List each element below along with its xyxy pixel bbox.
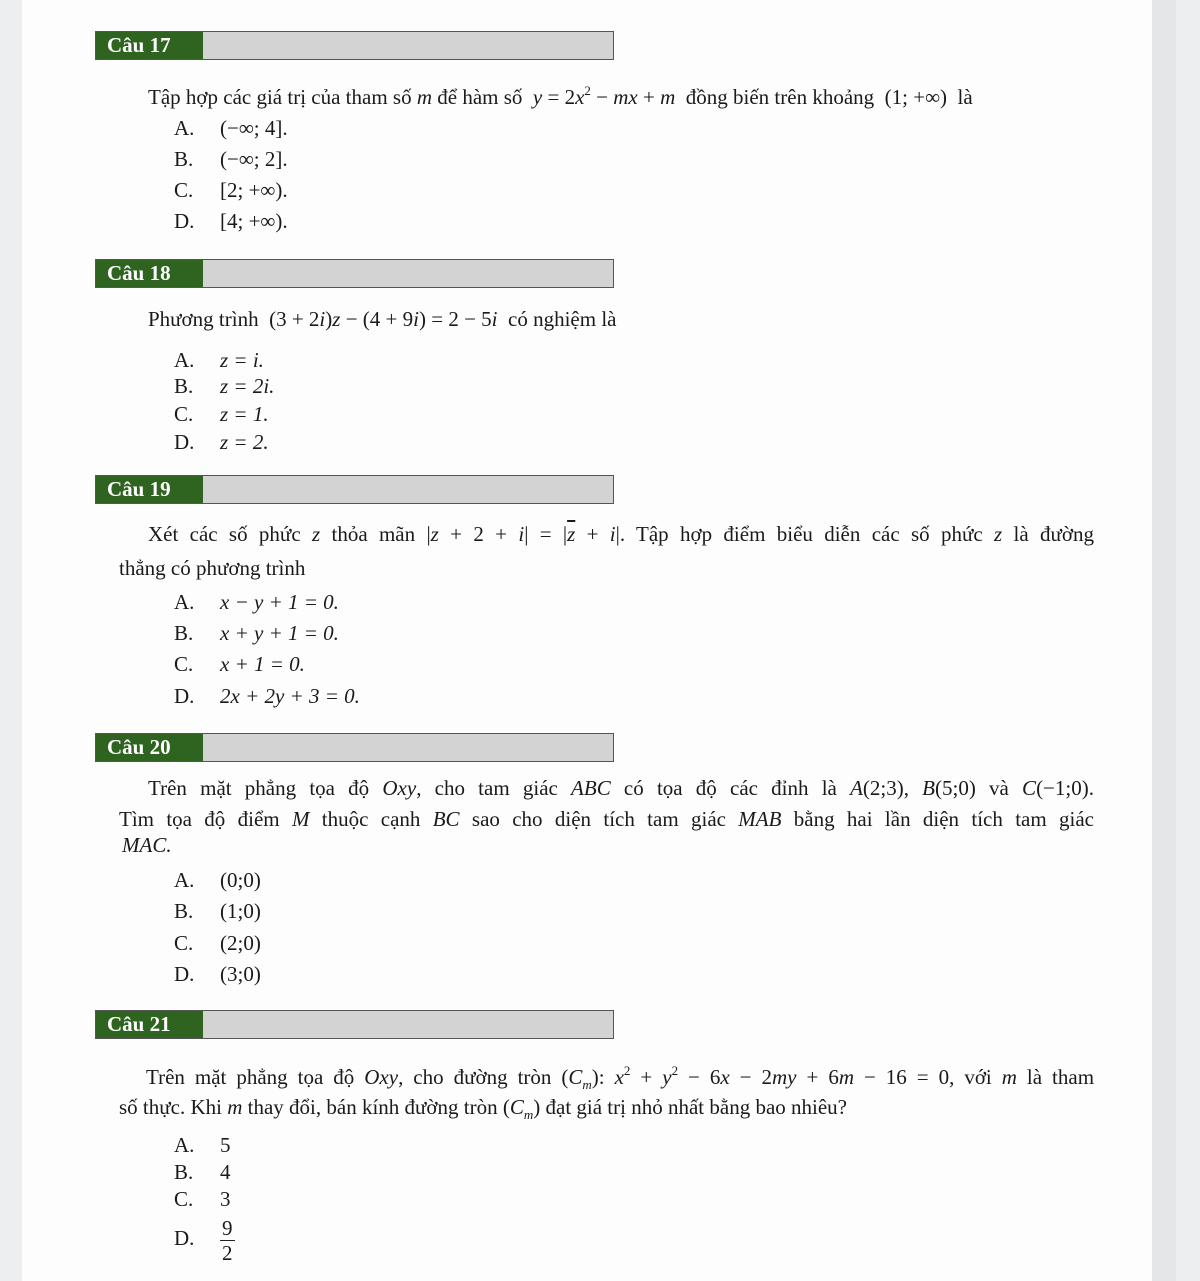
option-c[interactable]: C. 3 [174,1187,231,1211]
option-a[interactable]: A. x − y + 1 = 0. [174,590,339,614]
option-c[interactable]: C. [2; +∞). [174,178,288,202]
option-a[interactable]: A. 5 [174,1133,231,1157]
header-bar [203,1011,613,1038]
question-text-line-2: số thực. Khi m thay đổi, bán kính đường tròn $(C_m)$ đạt giá trị nhỏ nhất bằng bao nhiêu? [119,1095,847,1122]
option-a[interactable]: A. (−∞; 4]. [174,116,288,140]
fraction: $\frac{9}{2}$ [222,1216,233,1265]
option-c[interactable]: C. (2;0) [174,931,261,955]
question-header-20 [95,733,614,762]
option-a[interactable]: A. z = i. [174,348,264,372]
question-text-line-1: Trên mặt phẳng tọa độ Oxy, cho đường tròn $(C_m)$: $x^2 + y^2 - 6x - 2my + 6m - 16 = 0$, với m là tham [146,1063,1095,1092]
option-b[interactable]: B. x + y + 1 = 0. [174,621,339,645]
document-page [22,0,1176,1281]
question-text-line-2: thẳng có phương trình [119,556,306,580]
option-d[interactable]: D. [4; +∞). [174,209,288,233]
question-header-18 [95,259,614,288]
question-header-21 [95,1010,614,1039]
option-b[interactable]: B. z = 2i. [174,374,275,398]
option-d[interactable]: D. z = 2. [174,430,269,454]
question-label: Câu 18 [96,260,203,287]
option-a[interactable]: A. (0;0) [174,868,261,892]
question-header-19 [95,475,614,504]
question-text-line-1: Xét các số phức z thỏa mãn $|z + 2 + i| = |\overline{z} + i|$. Tập hợp điểm biểu diễn các số phức z là đường [148,522,1095,546]
question-text-line-1: Trên mặt phẳng tọa độ Oxy, cho tam giác ABC có tọa độ các đỉnh là A(2;3), B(5;0) và C(−1;0). [148,776,1094,800]
option-b[interactable]: B. (1;0) [174,899,261,923]
page-edge [1152,0,1176,1281]
option-c[interactable]: C. x + 1 = 0. [174,652,305,676]
option-c[interactable]: C. z = 1. [174,402,269,426]
option-b[interactable]: B. 4 [174,1160,231,1184]
question-text: Phương trình (3 + 2i)z − (4 + 9i) = 2 − 5i có nghiệm là [148,307,617,331]
question-label: Câu 17 [96,32,203,59]
option-d[interactable]: D. $\frac{9}{2}$ [174,1216,233,1265]
header-bar [203,260,613,287]
question-text-line-3: MAC. [122,833,172,857]
question-label: Câu 20 [96,734,203,761]
question-header-17 [95,31,614,60]
option-d[interactable]: D. 2x + 2y + 3 = 0. [174,684,360,708]
question-label: Câu 21 [96,1011,203,1038]
option-b[interactable]: B. (−∞; 2]. [174,147,288,171]
header-bar [203,734,613,761]
question-label: Câu 19 [96,476,203,503]
header-bar [203,32,613,59]
header-bar [203,476,613,503]
question-text-line-2: Tìm tọa độ điểm M thuộc cạnh BC sao cho diện tích tam giác MAB bằng hai lần diện tích tam giác [119,807,1094,831]
option-d[interactable]: D. (3;0) [174,962,261,986]
question-text: Tập hợp các giá trị của tham số m để hàm số $y = 2x^2$ − mx + m đồng biến trên khoảng (1; +∞) là [148,83,973,109]
